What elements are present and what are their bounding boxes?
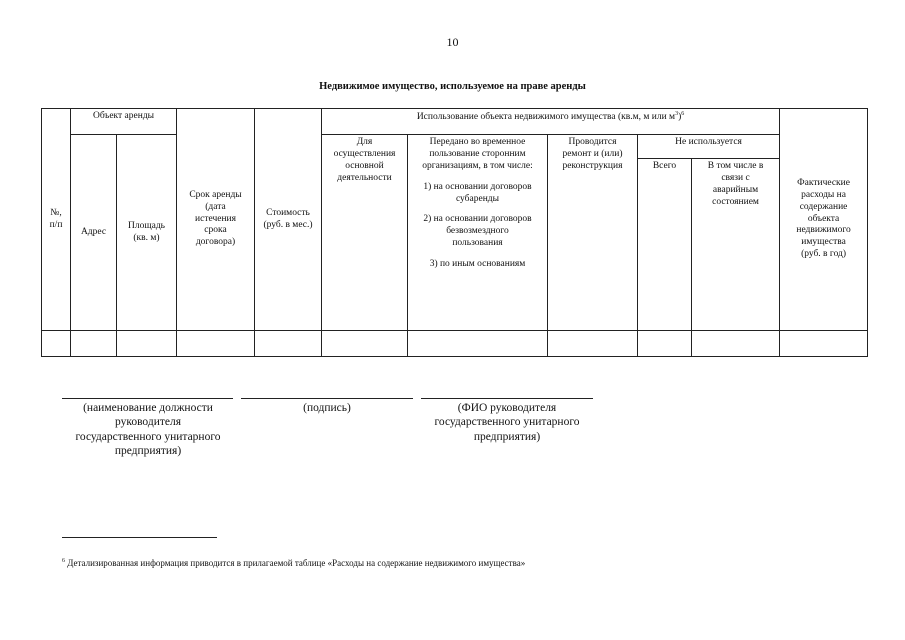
signature-caption-position: (наименование должности руководителя государственного унитарного предприятия) [75,402,221,458]
transferred-intro: Передано во временное пользование сторонним организациям, в том числе: [422,137,533,171]
transferred-item-free-use: 2) на основании договоров безвозмездного пользования [423,214,532,249]
footnote-marker-ref: 6 [681,111,685,117]
header-usage-group [322,109,780,135]
header-main-activity: Для осуществления основной деятельности [322,135,408,331]
table-cell [71,331,117,357]
transferred-item-other: 3) по иным основаниям [429,259,526,269]
header-not-used-total: Всего [638,159,692,331]
header-actual-expenses: Фактические расходы на содержание объекта недвижимого имущества (руб. в год) [780,109,868,331]
header-address: Адрес [71,135,117,331]
table-cell [42,331,71,357]
table-cell [117,331,177,357]
usage-group-unit-sup: 3 [675,111,679,117]
document-title: Недвижимое имущество, используемое на праве аренды [319,81,586,92]
header-lease-term: Срок аренды (дата истечения срока договора) [177,109,255,331]
table-cell [548,331,638,357]
signature-line-position [62,398,233,399]
header-area: Площадь (кв. м) [117,135,177,331]
table-cell [255,331,322,357]
header-not-used-emergency: В том числе в связи с аварийным состоянием [692,159,780,331]
table-cell [322,331,408,357]
table-cell [177,331,255,357]
footnote-marker: 6 [62,558,65,564]
signature-line-signature [241,398,413,399]
table-cell [692,331,780,357]
header-repair: Проводится ремонт и (или) реконструкция [548,135,638,331]
signature-line-fio [421,398,593,399]
table-row [42,331,868,357]
page-number: 10 [446,35,459,49]
table-cell [638,331,692,357]
transferred-item-sublease: 1) на основании договоров субаренды [423,181,532,204]
header-lease-object: Объект аренды [71,109,177,135]
usage-group-close: ) [678,112,682,123]
header-transferred [408,135,548,331]
footnote-rule [62,537,217,538]
footnote-text: Детализированная информация приводится в прилагаемой таблице «Расходы на содержание недвижимого имущества» [65,558,526,568]
header-row-number: №, п/п [42,109,71,331]
table-cell [408,331,548,357]
footnote [62,558,525,568]
signature-caption-signature: (подпись) [303,402,351,414]
header-not-used: Не используется [638,135,780,159]
table-cell [780,331,868,357]
usage-group-label: Использование объекта недвижимого имущества (кв.м, м или м [416,112,676,123]
header-cost: Стоимость (руб. в мес.) [255,109,322,331]
signature-caption-fio: (ФИО руководителя государственного унитарного предприятия) [434,402,580,443]
lease-property-table [41,108,868,357]
